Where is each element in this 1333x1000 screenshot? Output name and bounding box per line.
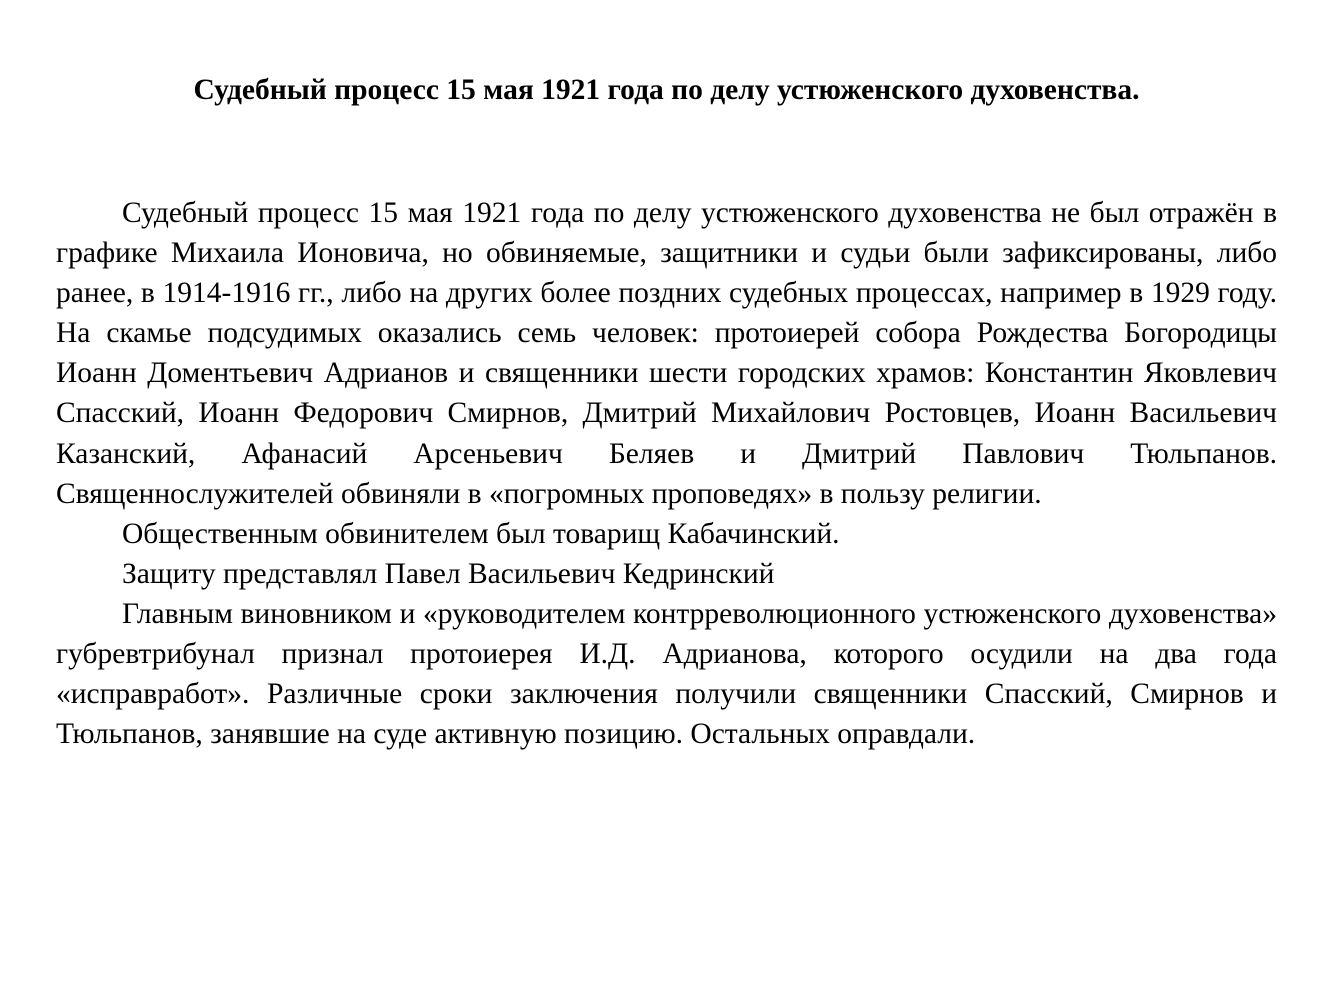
document-body [56,193,1277,754]
paragraph-verdict: Главным виновником и «руководителем контрреволюционного устюженского духовенства» губревтрибунал признал протоиерея И.Д. Адрианова, которого осудили на два года «исправработ». Различные сроки заключения получили священники Спасский, Смирнов и Тюльпанов, занявшие на суде активную позицию. Остальных оправдали. [56,597,1277,751]
paragraph-defense: Защиту представлял Павел Васильевич Кедринский [122,557,775,590]
paragraph-trial-description: Судебный процесс 15 мая 1921 года по делу устюженского духовенства не был отражён в графике Михаила Ионовича, но обвиняемые, защитники и судьи были зафиксированы, либо ранее, в 1914-1916 гг., либо на других более поздних судебных процессах, например в 1929 году. На скамье подсудимых оказались семь человек: протоиерей собора Рождества Богородицы Иоанн Доментьевич Адрианов и священники шести городских храмов: Константин Яковлевич Спасский, Иоанн Федорович Смирнов, Дмитрий Михайлович Ростовцев, Иоанн Васильевич Казанский, Афанасий Арсеньевич Беляев и Дмитрий Павлович Тюльпанов. Священнослужителей обвиняли в «погромных проповедях» в пользу религии. [56,197,1277,510]
document-title: Судебный процесс 15 мая 1921 года по делу устюженского духовенства. [193,74,1140,106]
paragraph-prosecutor: Общественным обвинителем был товарищ Кабачинский. [122,517,840,550]
